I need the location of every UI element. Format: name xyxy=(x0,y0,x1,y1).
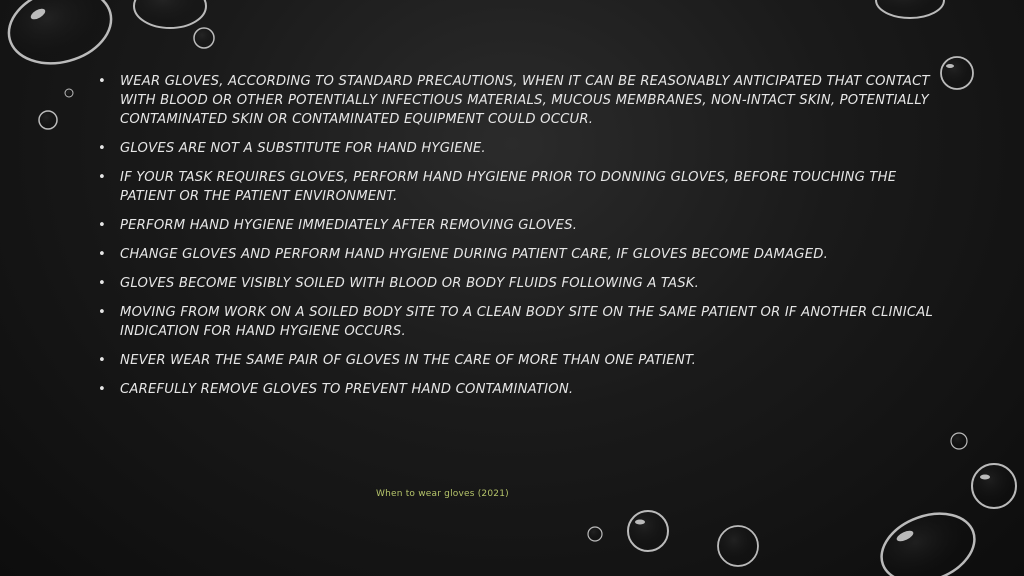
bullet-symbol: • xyxy=(98,170,106,185)
droplet xyxy=(0,0,119,74)
bullet-content xyxy=(98,72,938,409)
bullet-list xyxy=(98,72,938,399)
bullet-item xyxy=(98,303,938,341)
bullet-item xyxy=(98,245,938,264)
droplet xyxy=(628,511,668,551)
bullet-text: GLOVES BECOME VISIBLY SOILED WITH BLOOD OR BODY FLUIDS FOLLOWING A TASK. xyxy=(120,276,700,291)
droplet xyxy=(872,502,984,576)
footer-caption: When to wear gloves (2021) xyxy=(376,489,509,499)
droplet xyxy=(876,0,944,18)
bullet-symbol: • xyxy=(98,247,106,262)
droplet xyxy=(39,111,57,129)
bullet-text: PERFORM HAND HYGIENE IMMEDIATELY AFTER REMOVING GLOVES. xyxy=(120,218,578,233)
droplet xyxy=(65,89,73,97)
bullet-symbol: • xyxy=(98,305,106,320)
droplet xyxy=(972,464,1016,508)
bullet-item xyxy=(98,139,938,158)
bullet-item xyxy=(98,351,938,370)
bullet-symbol: • xyxy=(98,276,106,291)
droplet xyxy=(951,433,967,449)
bullet-text: IF YOUR TASK REQUIRES GLOVES, PERFORM HAND HYGIENE PRIOR TO DONNING GLOVES, BEFORE TOUCHING THE PATIENT OR THE PATIENT ENVIRONMENT. xyxy=(120,170,897,204)
bullet-item xyxy=(98,380,938,399)
bullet-item xyxy=(98,274,938,293)
droplet xyxy=(718,526,758,566)
bullet-text: GLOVES ARE NOT A SUBSTITUTE FOR HAND HYGIENE. xyxy=(120,141,486,156)
bullet-text: WEAR GLOVES, ACCORDING TO STANDARD PRECAUTIONS, WHEN IT CAN BE REASONABLY ANTICIPATED THAT CONTACT WITH BLOOD OR OTHER POTENTIALLY INFECTIOUS MATERIALS, MUCOUS MEMBRANES, NON-INTACT SKIN, POTENTIALLY CONTAMINATED SKIN OR CONTAMINATED EQUIPMENT COULD OCCUR. xyxy=(120,74,930,127)
bullet-item xyxy=(98,72,938,129)
bullet-symbol: • xyxy=(98,382,106,397)
bullet-symbol: • xyxy=(98,74,106,89)
droplet xyxy=(194,28,214,48)
droplet xyxy=(941,57,973,89)
bullet-item xyxy=(98,168,938,206)
bullet-text: NEVER WEAR THE SAME PAIR OF GLOVES IN THE CARE OF MORE THAN ONE PATIENT. xyxy=(120,353,696,368)
bullet-text: MOVING FROM WORK ON A SOILED BODY SITE TO A CLEAN BODY SITE ON THE SAME PATIENT OR IF ANOTHER CLINICAL INDICATION FOR HAND HYGIENE OCCURS. xyxy=(120,305,934,339)
droplet xyxy=(588,527,602,541)
bullet-text: CHANGE GLOVES AND PERFORM HAND HYGIENE DURING PATIENT CARE, IF GLOVES BECOME DAMAGED. xyxy=(120,247,828,262)
bullet-symbol: • xyxy=(98,353,106,368)
bullet-symbol: • xyxy=(98,141,106,156)
droplet xyxy=(134,0,206,28)
bullet-symbol: • xyxy=(98,218,106,233)
bullet-text: CAREFULLY REMOVE GLOVES TO PREVENT HAND CONTAMINATION. xyxy=(120,382,574,397)
bullet-item xyxy=(98,216,938,235)
